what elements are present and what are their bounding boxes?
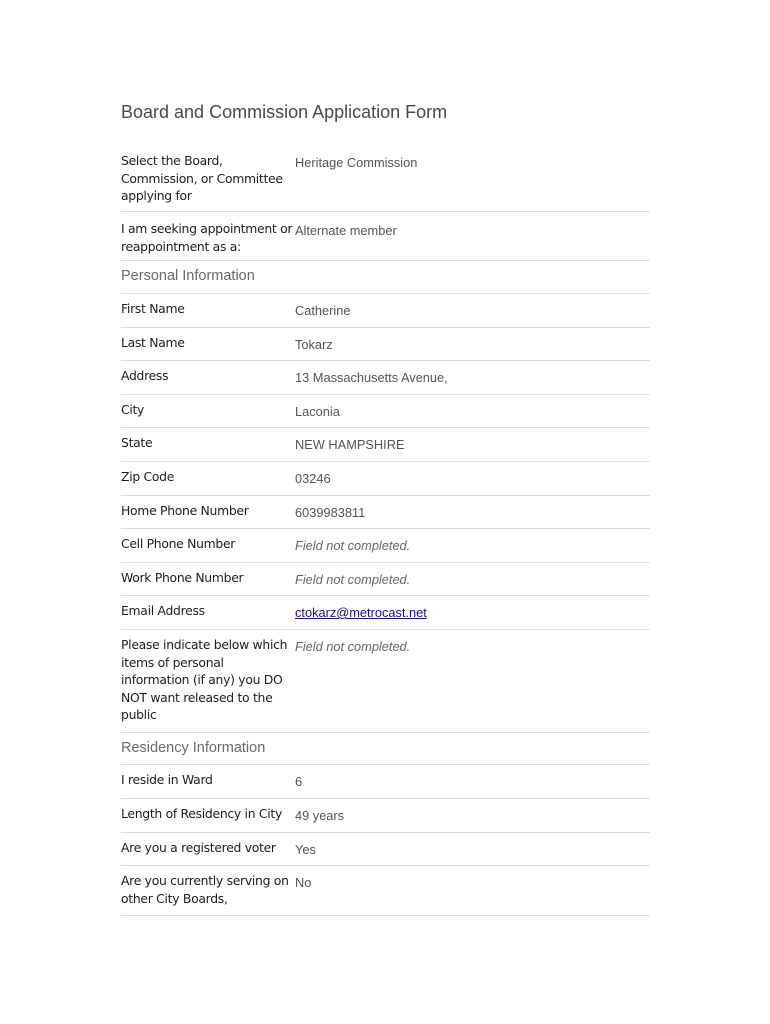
- field-value-work-phone: Field not completed.: [295, 572, 411, 587]
- field-label-board: Select the Board, Commission, or Committee applying for: [121, 153, 283, 203]
- form-row-board: [121, 146, 650, 212]
- form-row-ward: [121, 765, 650, 799]
- field-value-state: NEW HAMPSHIRE: [295, 437, 405, 452]
- form-row-work-phone: [121, 563, 650, 596]
- form-row-privacy: [121, 630, 650, 733]
- field-label-residency-length: Length of Residency in City: [121, 806, 282, 821]
- field-value-appointment: Alternate member: [295, 223, 397, 238]
- email-link[interactable]: ctokarz@metrocast.net: [295, 605, 427, 620]
- form-row-home-phone: [121, 496, 650, 529]
- form-row-first-name: [121, 294, 650, 328]
- field-label-email: Email Address: [121, 603, 205, 618]
- form-row-state: [121, 428, 650, 462]
- field-value-city: Laconia: [295, 404, 340, 419]
- field-value-address: 13 Massachusetts Avenue,: [295, 370, 448, 385]
- field-label-last-name: Last Name: [121, 335, 185, 350]
- form-row-cell-phone: [121, 529, 650, 563]
- field-value-residency-length: 49 years: [295, 808, 345, 823]
- field-value-home-phone: 6039983811: [295, 505, 366, 520]
- field-value-email: [295, 602, 650, 622]
- field-value-ward: 6: [295, 774, 303, 789]
- field-label-first-name: First Name: [121, 301, 185, 316]
- field-label-state: State: [121, 435, 153, 450]
- field-value-cell-phone: Field not completed.: [295, 538, 411, 553]
- field-value-other-boards: No: [295, 875, 312, 890]
- form-title: Board and Commission Application Form: [121, 102, 448, 122]
- application-form: [121, 146, 650, 916]
- field-value-privacy: Field not completed.: [295, 639, 411, 654]
- field-label-address: Address: [121, 368, 169, 383]
- form-row-last-name: [121, 328, 650, 361]
- field-label-appointment: I am seeking appointment or reappointment as a:: [121, 221, 293, 254]
- form-row-appointment: [121, 212, 650, 261]
- field-value-registered-voter: Yes: [295, 842, 316, 857]
- form-row-address: [121, 361, 650, 395]
- form-row-email: [121, 596, 650, 630]
- field-label-cell-phone: Cell Phone Number: [121, 536, 236, 551]
- field-label-other-boards: Are you currently serving on other City Boards,: [121, 873, 289, 906]
- form-row-residency-length: [121, 799, 650, 833]
- field-label-city: City: [121, 402, 145, 417]
- field-label-work-phone: Work Phone Number: [121, 570, 244, 585]
- field-label-zip: Zip Code: [121, 469, 175, 484]
- field-label-privacy: Please indicate below which items of personal information (if any) you DO NOT want released to the public: [121, 637, 288, 722]
- field-value-first-name: Catherine: [295, 303, 351, 318]
- field-label-home-phone: Home Phone Number: [121, 503, 249, 518]
- section-heading-residency: Residency Information: [121, 733, 650, 765]
- form-row-city: [121, 395, 650, 428]
- form-row-registered-voter: [121, 833, 650, 866]
- field-value-board: Heritage Commission: [295, 155, 418, 170]
- form-row-zip: [121, 462, 650, 496]
- form-row-other-boards: [121, 866, 650, 916]
- section-heading-personal: Personal Information: [121, 261, 650, 294]
- field-label-ward: I reside in Ward: [121, 772, 213, 787]
- field-value-last-name: Tokarz: [295, 337, 333, 352]
- field-value-zip: 03246: [295, 471, 331, 486]
- field-label-registered-voter: Are you a registered voter: [121, 840, 276, 855]
